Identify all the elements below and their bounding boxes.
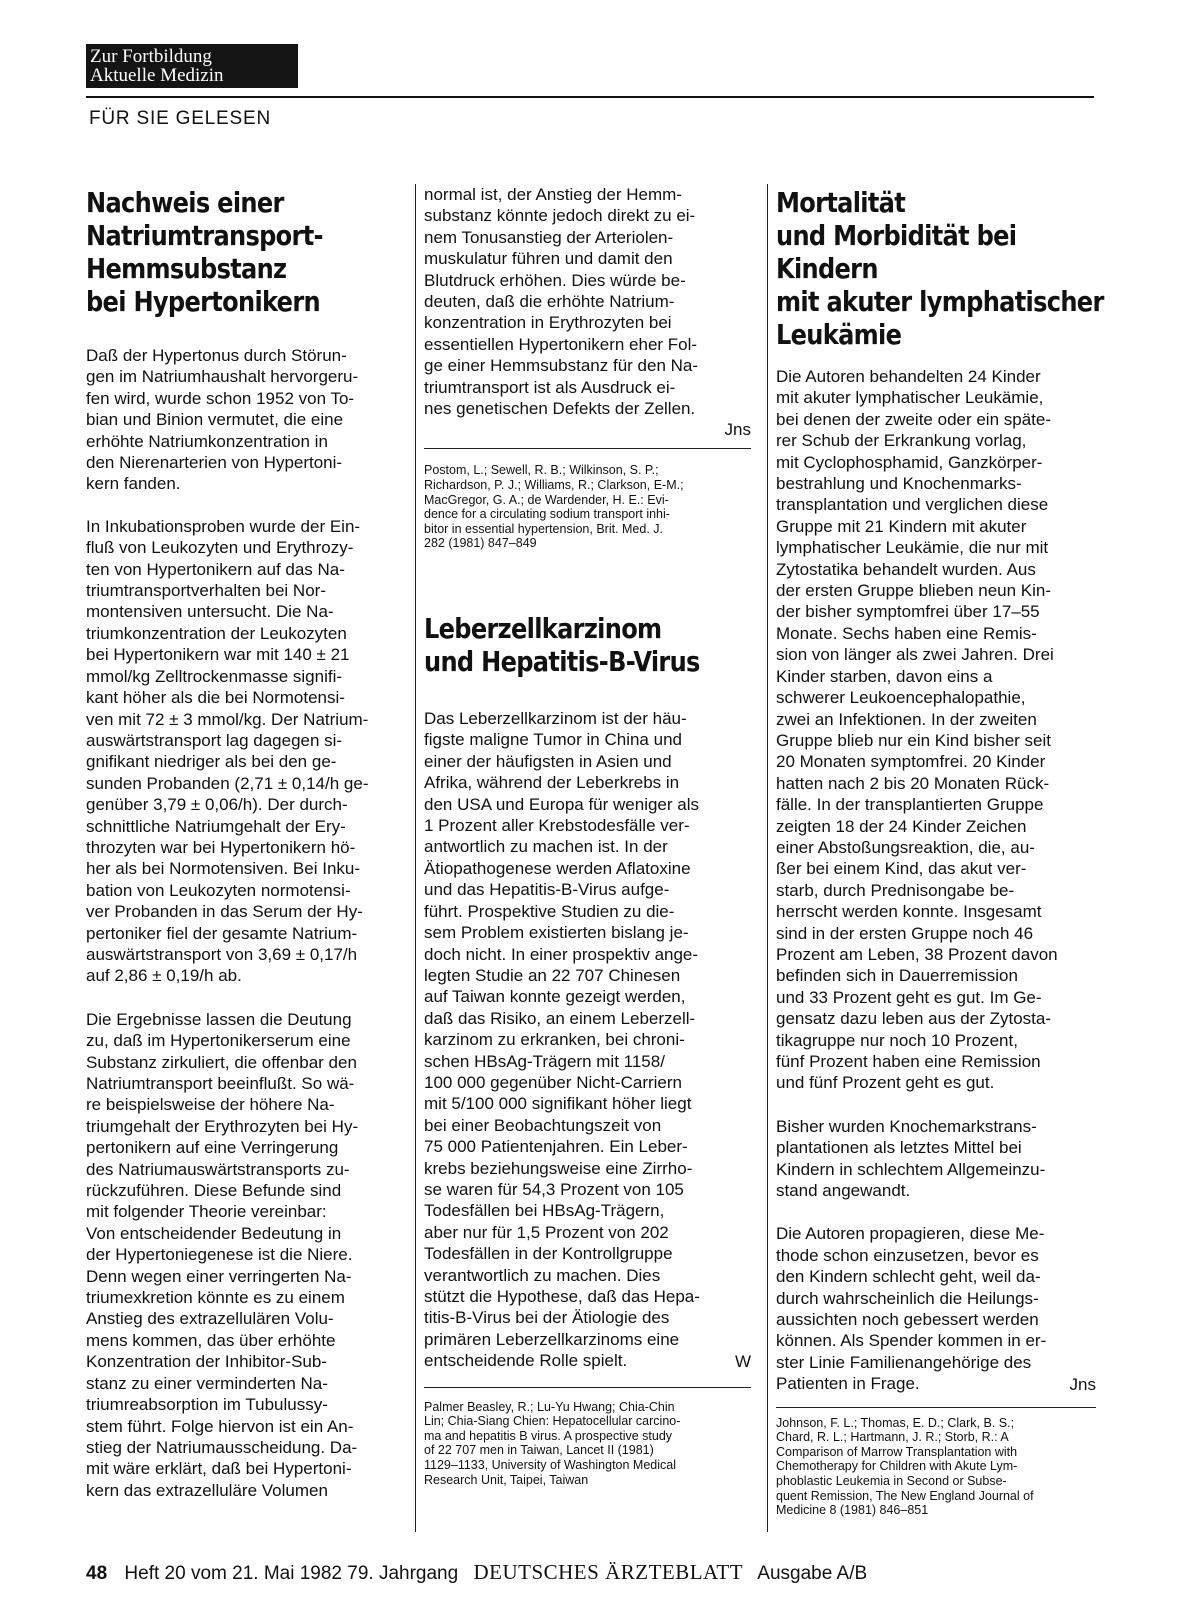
column-3 bbox=[776, 186, 1104, 1518]
header-line-1: Zur Fortbildung bbox=[90, 46, 212, 67]
article3-title-line: Leukämie bbox=[776, 318, 902, 351]
article2-title-line: Leberzellkarzinom bbox=[424, 612, 662, 646]
article1-title-line: Natriumtransport- bbox=[86, 219, 323, 252]
column-divider-1 bbox=[415, 184, 416, 1532]
journal-name: DEUTSCHES ÄRZTEBLATT bbox=[473, 1560, 744, 1584]
article1-reference: Postom, L.; Sewell, R. B.; Wilkinson, S. P.; Richardson, P. J.; Williams, R.; Clarkson, E-M.; MacGregor, G. A.; de Wardender, H. E.: Evi- dence for a circulating sodium transport inhi- bitor in essential hypertension, Brit. Med. J. 282 (1981) 847–849 bbox=[424, 463, 684, 551]
section-header-box bbox=[86, 44, 298, 88]
section-label: FÜR SIE GELESEN bbox=[89, 108, 271, 129]
article1-paragraph-4: normal ist, der Anstieg der Hemm- substanz könnte jedoch direkt zu ei- nem Tonusanstieg der Arteriolen- muskulatur führen und damit den Blutdruck erhöhen. Dies würde be- deuten, daß die erhöhte Natrium- konzentration in Erythrozyten bei essentiellen Hypertonikern eher Fol- ge einer Hemmsubstanz für den Na- triumtransport ist als Ausdruck ei- nes genetischen Defekts der Zellen. bbox=[424, 185, 699, 419]
article2-signature: W bbox=[734, 1351, 751, 1371]
article3-paragraph-3: Die Autoren propagieren, diese Me- thode schon einzusetzen, bevor es den Kindern schlecht geht, weil da- durch wahrscheinlich die Heilungs- aussichten noch gebessert werden können. Als Spender kommen in er- ster Linie Familienangehörige des Patienten in Frage. bbox=[776, 1224, 1047, 1394]
page-footer bbox=[86, 1560, 867, 1585]
article2-title-line: und Hepatitis-B-Virus bbox=[424, 645, 700, 679]
article3-signature: Jns bbox=[1069, 1374, 1096, 1394]
article3-title-line: Mortalität bbox=[776, 186, 906, 219]
article3-title-line: mit akuter lymphatischer bbox=[776, 285, 1104, 318]
article1-paragraph-2: In Inkubationsproben wurde der Ein- fluß von Leukozyten und Erythrozy- ten von Hypertonikern auf das Na- triumtransportverhalten bei Nor- montensiven untersucht. Die Na- triumkonzentration der Leukozyten bei Hypertonikern war mit 140 ± 21 mmol/kg Zelltrockenmasse signifi- kant höher als die bei Normotensi- ven mit 72 ± 3 mmol/kg. Der Natrium- auswärtstransport lag dagegen si- gnifikant niedriger als bei den ge- sunden Probanden (2,71 ± 0,14/h ge- genüber 3,79 ± 0,06/h). Der durch- schnittliche Natriumgehalt der Ery- throzyten war bei Hypertonikern hö- her als bei Normotensiven. Bei Inku- bation von Leukozyten normotensi- ver Probanden in das Serum der Hy- pertoniker fiel der gesamte Natrium- auswärtstransport von 3,69 ± 0,17/h auf 2,86 ± 0,19/h ab. bbox=[86, 516, 369, 986]
column-1 bbox=[86, 186, 403, 1501]
header-line-2: Aktuelle Medizin bbox=[90, 65, 224, 86]
article2-title bbox=[424, 612, 761, 678]
article3-reference: Johnson, F. L.; Thomas, E. D.; Clark, B. S.; Chard, R. L.; Hartmann, J. R.; Storb, R.: A Comparison of Marrow Transplantation with Chemotherapy for Children with Akute Lym- phoblastic Leukemia in Second or Subse- quent Remission, The New England Journal of Medicine 8 (1981) 846–851 bbox=[776, 1415, 1034, 1518]
article1-title-line: Nachweis einer bbox=[86, 186, 284, 219]
article1-signature: Jns bbox=[724, 420, 751, 440]
article3-title bbox=[776, 186, 1106, 351]
edition-info: Ausgabe A/B bbox=[757, 1563, 868, 1584]
article1-title bbox=[86, 186, 413, 318]
page-number: 48 bbox=[86, 1563, 108, 1584]
article1-title-line: Hemmsubstanz bbox=[86, 252, 287, 285]
article3-paragraph-2: Bisher wurden Knochemarkstrans- plantationen als letztes Mittel bei Kindern in schlechtem Allgemeinzu- stand angewandt. bbox=[776, 1116, 1046, 1201]
article3-paragraph-1: Die Autoren behandelten 24 Kinder mit akuter lymphatischer Leukämie, bei denen der zweite oder ein späte- rer Schub der Erkrankung vorlag, mit Cyclophosphamid, Ganzkörper- bestrahlung und Knochenmarks- transplantation und verglichen diese Gruppe mit 21 Kindern mit akuter lymphatischer Leukämie, die nur mit Zytostatika behandelt wurden. Aus der ersten Gruppe blieben neun Kin- der bisher symptomfrei über 17–55 Monate. Sechs haben eine Remis- sion von länger als zwei Jahren. Drei Kinder starben, davon eins a schwerer Leukoencephalopathie, zwei an Infektionen. In der zweiten Gruppe blieb nur ein Kind bisher seit 20 Monaten symptomfrei. 20 Kinder hatten nach 2 bis 20 Monaten Rück- fälle. In der transplantierten Gruppe zeigten 18 der 24 Kinder Zeichen einer Abstoßungsreaktion, die, au- ßer bei einem Kind, das akut ver- starb, durch Prednisongabe be- herrscht werden konnte. Insgesamt sind in der ersten Gruppe noch 46 Prozent am Leben, 38 Prozent davon befinden sich in Dauerremission und 33 Prozent geht es gut. Im Ge- gensatz dazu leben aus der Zytosta- tikagruppe nur noch 10 Prozent, fünf Prozent haben eine Remission und fünf Prozent geht es gut. bbox=[776, 367, 1058, 1093]
issue-info: Heft 20 vom 21. Mai 1982 79. Jahrgang bbox=[124, 1563, 459, 1584]
column-divider-2 bbox=[767, 184, 768, 1532]
article2-reference-rule bbox=[424, 1387, 751, 1388]
article3-reference-rule bbox=[776, 1407, 1096, 1408]
article1-paragraph-1: Daß der Hypertonus durch Störun- gen im Natriumhaushalt hervorgeru- fen wird, wurde schon 1952 von To- bian und Binion vermutet, die eine erhöhte Natriumkonzentration in den Nierenarterien von Hypertoni- kern fanden. bbox=[86, 346, 359, 494]
article3-title-line: und Morbidität bei Kindern bbox=[776, 219, 1017, 285]
article2-paragraph-1: Das Leberzellkarzinom ist der häu- figste maligne Tumor in China und einer der häufigsten in Asien und Afrika, während der Leberkrebs in den USA und Europa für weniger als 1 Prozent aller Krebstodesfälle ver- antwortlich zu machen ist. In der Ätiopathogenese werden Aflatoxine und das Hepatitis-B-Virus aufge- führt. Prospektive Studien zu die- sem Problem existierten bislang je- doch nicht. In einer prospektiv ange- legten Studie an 22 707 Chinesen auf Taiwan konnte gezeigt werden, daß das Risiko, an einem Leberzell- karzinom zu erkranken, bei chroni- schen HBsAg-Trägern mit 1158/ 100 000 gegenüber Nicht-Carriern mit 5/100 000 signifikant höher liegt bei einer Beobachtungszeit von 75 000 Patientenjahren. Ein Leber- krebs beziehungsweise eine Zirrho- se waren für 54,3 Prozent von 105 Todesfällen bei HBsAg-Trägern, aber nur für 1,5 Prozent von 202 Todesfällen in der Kontrollgruppe verantwortlich zu machen. Dies stützt die Hypothese, daß das Hepa- titis-B-Virus bei der Ätiologie des primären Leberzellkarzinoms eine entscheidende Rolle spielt. bbox=[424, 709, 700, 1371]
column-2 bbox=[424, 184, 751, 1487]
header-rule bbox=[86, 96, 1094, 98]
article2-reference: Palmer Beasley, R.; Lu-Yu Hwang; Chia-Chin Lin; Chia-Siang Chien: Hepatocellular carcino- ma and hepatitis B virus. A prospective study of 22 707 men in Taiwan, Lancet II (1981) 1129–1133, University of Washington Medical Research Unit, Taipei, Taiwan bbox=[424, 1399, 681, 1487]
article1-reference-rule bbox=[424, 448, 751, 449]
article1-paragraph-3: Die Ergebnisse lassen die Deutung zu, daß im Hypertonikerserum eine Substanz zirkuliert, die offenbar den Natriumtransport beeinflußt. So wä- re beispielsweise der höhere Na- triumgehalt der Erythrozyten bei Hy- pertonikern auf eine Verringerung des Natriumauswärtstransports zu- rückzuführen. Diese Befunde sind mit folgender Theorie vereinbar: Von entscheidender Bedeutung in der Hypertoniegenese ist die Niere. Denn wegen einer verringerten Na- triumexkretion könnte es zu einem Anstieg des extrazellulären Volu- mens kommen, das über erhöhte Konzentration der Inhibitor-Sub- stanz zu einer verminderten Na- triumreabsorption im Tubulussy- stem führt. Folge hiervon ist ein An- stieg der Natriumausscheidung. Da- mit wäre erklärt, daß bei Hypertoni- kern das extrazelluläre Volumen bbox=[86, 1009, 359, 1500]
article1-title-line: bei Hypertonikern bbox=[86, 285, 320, 318]
